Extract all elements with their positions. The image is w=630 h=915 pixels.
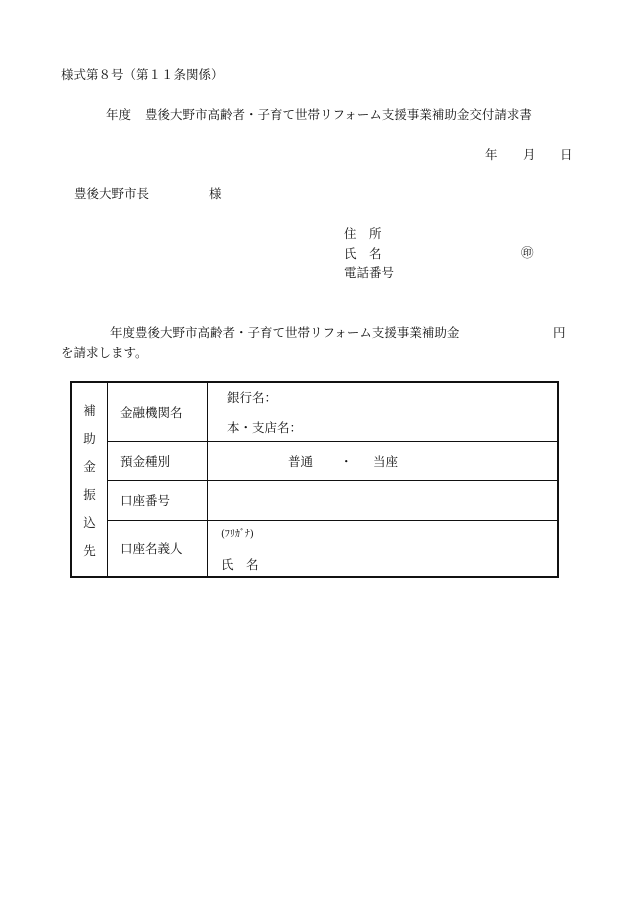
deposit-option-checking: 当座 (373, 454, 399, 469)
side-header-char: 金 (83, 459, 96, 474)
side-header-char: 助 (83, 431, 96, 446)
title-text: 豊後大野市高齢者・子育て世帯リフォーム支援事業補助金交付請求書 (145, 107, 532, 122)
bank-name-label: 銀行名： (227, 390, 278, 405)
title-year-label: 年度 (106, 107, 132, 122)
request-line-1: 年度豊後大野市高齢者・子育て世帯リフォーム支援事業補助金 (110, 325, 460, 340)
row-label-account-number: 口座番号 (120, 493, 171, 508)
request-yen: 円 (553, 325, 566, 340)
furigana-label: (ﾌﾘｶﾞﾅ) (221, 529, 254, 540)
branch-name-label: 本・支店名： (227, 420, 303, 435)
row-label-financial-institution: 金融機関名 (120, 405, 183, 420)
applicant-address-label: 住 所 (344, 226, 382, 241)
row-label-deposit-type: 預金種別 (120, 454, 171, 469)
request-line-2: を請求します。 (61, 345, 148, 360)
date-year: 年 (485, 147, 498, 162)
row-divider-1 (107, 441, 557, 442)
document-title (106, 109, 532, 122)
side-header-char: 振 (83, 487, 96, 502)
side-header-char: 補 (83, 403, 96, 418)
row-divider-2 (107, 480, 557, 481)
row-divider-3 (107, 520, 557, 521)
date-month: 月 (523, 147, 536, 162)
row-label-account-holder: 口座名義人 (120, 541, 183, 556)
side-header-char: 先 (83, 543, 96, 558)
side-header-char: 込 (83, 515, 96, 530)
deposit-option-ordinary: 普通 (288, 454, 314, 469)
deposit-option-separator: ・ (340, 454, 353, 469)
bank-transfer-table (70, 381, 559, 578)
seal-mark: ㊞ (521, 245, 534, 260)
holder-name-label: 氏 名 (221, 557, 259, 572)
form-number: 様式第８号（第１１条関係） (61, 67, 224, 82)
addressee-honorific: 様 (209, 186, 222, 201)
date-day: 日 (560, 147, 573, 162)
applicant-phone-label: 電話番号 (344, 265, 395, 280)
addressee-name: 豊後大野市長 (74, 186, 150, 201)
applicant-name-label: 氏 名 (344, 246, 382, 261)
